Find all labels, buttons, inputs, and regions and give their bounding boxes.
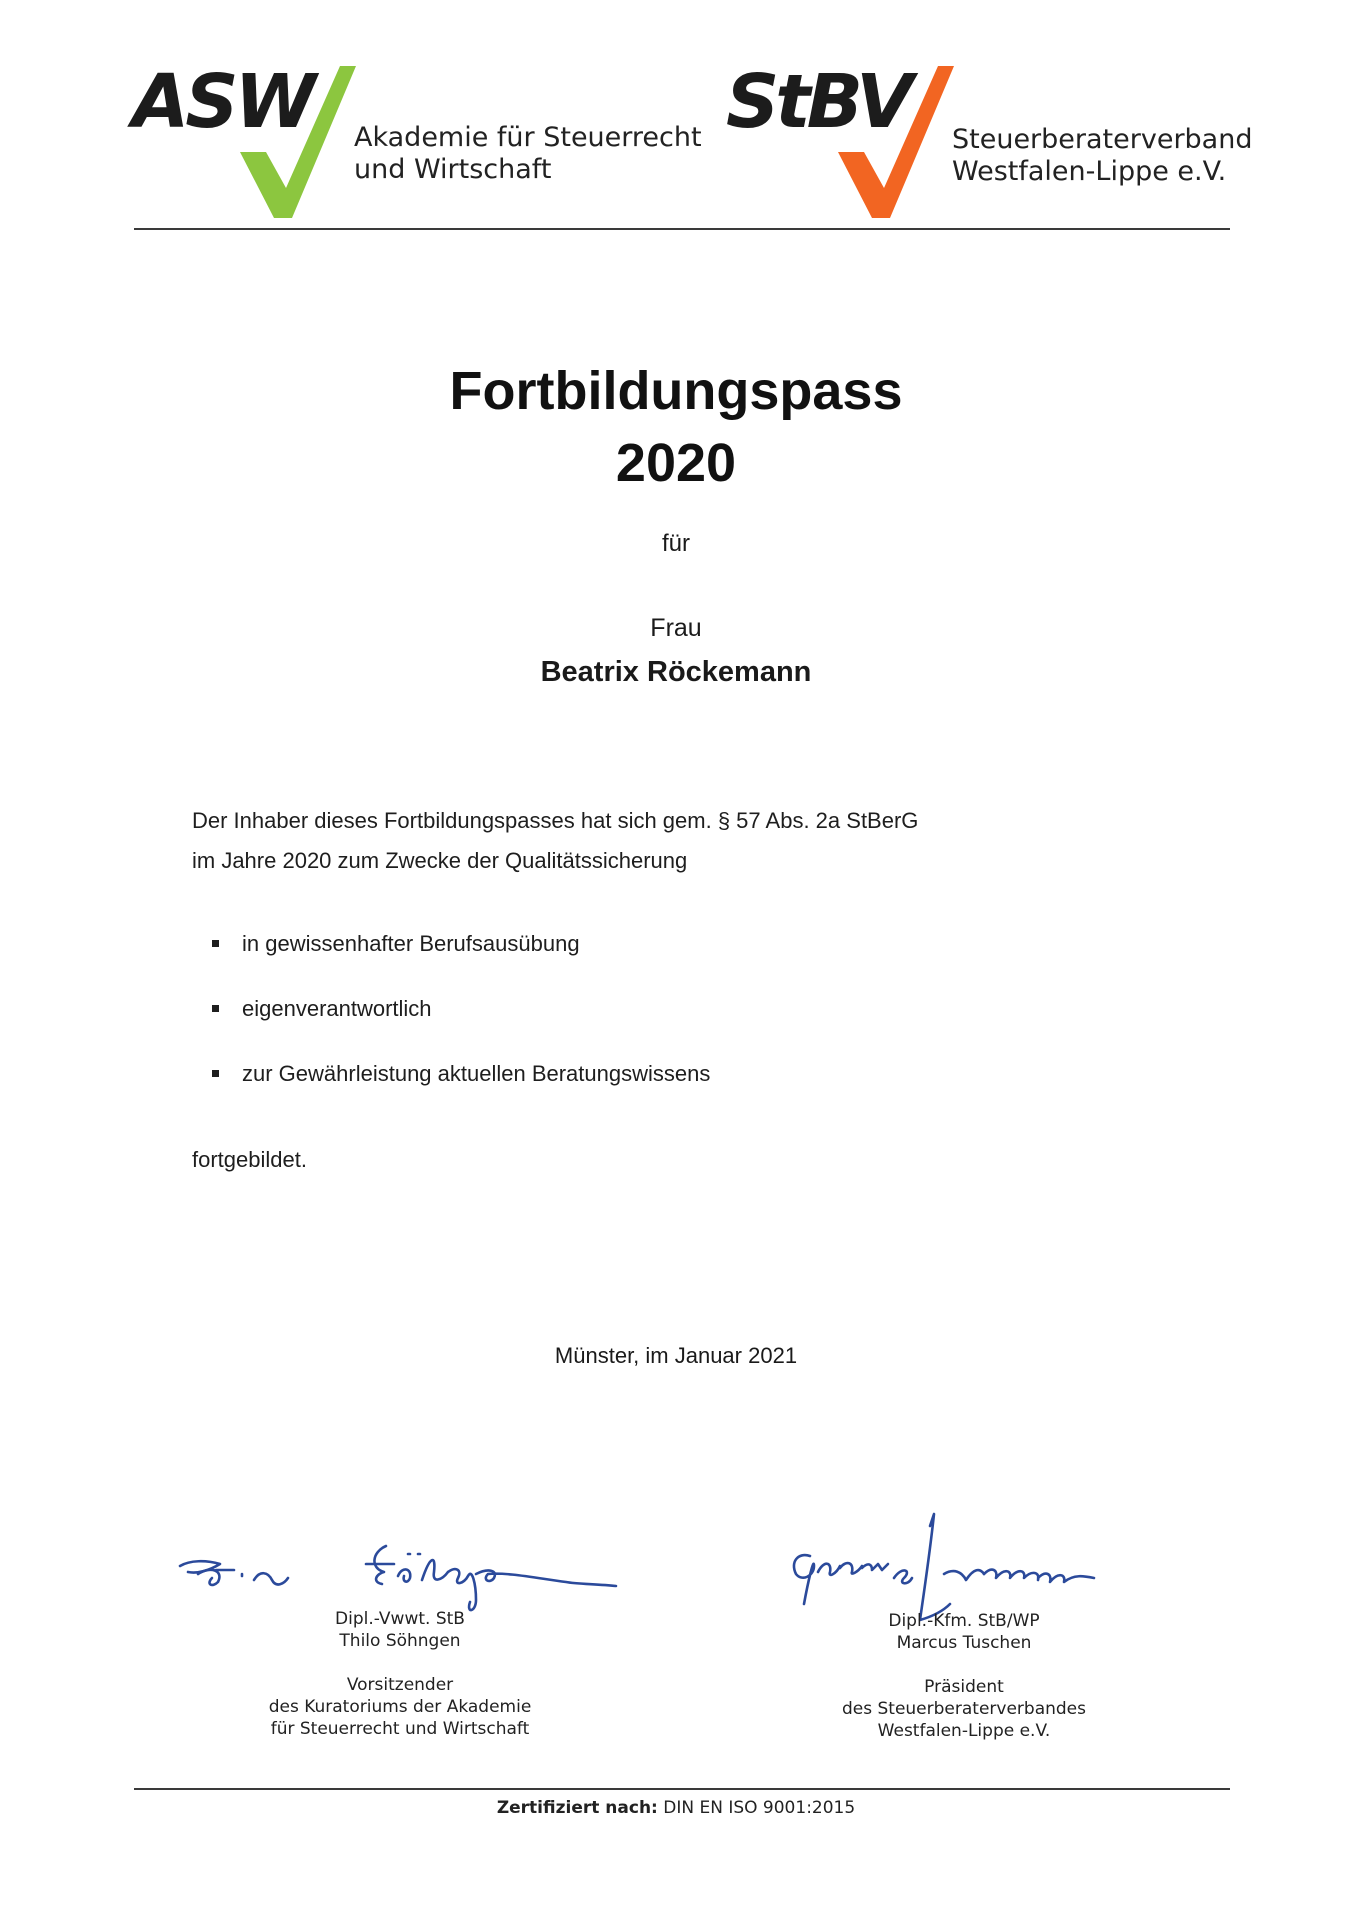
signatory-right: [764, 1610, 1164, 1742]
bullet-marker: [212, 1070, 219, 1077]
signatory-left-role-1: Vorsitzender: [346, 1675, 454, 1695]
bullet-marker: [212, 1005, 219, 1012]
bullet-item-1: in gewissenhafter Berufsausübung: [242, 931, 580, 956]
document-title: Fortbildungspass: [449, 361, 903, 421]
recipient-name: Beatrix Röckemann: [540, 656, 812, 688]
signatory-left-name: Thilo Söhngen: [339, 1631, 461, 1651]
stbv-logo-text: StBV: [726, 59, 910, 145]
signatory-right-name: Marcus Tuschen: [896, 1633, 1032, 1653]
signatory-left: [200, 1608, 600, 1740]
certification-standard: DIN EN ISO 9001:2015: [663, 1798, 856, 1818]
statement-line-1: Der Inhaber dieses Fortbildungspasses hat sich gem. § 57 Abs. 2a StBerG: [192, 808, 919, 833]
stbv-check-icon: [838, 66, 954, 218]
signatory-left-role-3: für Steuerrecht und Wirtschaft: [270, 1719, 530, 1739]
asw-logo-text: ASW: [132, 59, 313, 145]
salutation: Frau: [650, 614, 702, 642]
stbv-org-name-line1: Steuerberaterverband: [952, 124, 1253, 155]
statement-line-2: im Jahre 2020 zum Zwecke der Qualitätssicherung: [192, 848, 688, 873]
place-date: Münster, im Januar 2021: [554, 1343, 798, 1368]
certification-label: Zertifiziert nach:: [496, 1798, 658, 1818]
bullet-item-2: eigenverantwortlich: [242, 996, 432, 1021]
signatory-left-degree: Dipl.-Vwwt. StB: [335, 1609, 465, 1629]
bullet-marker: [212, 940, 219, 947]
asw-check-icon: [240, 66, 356, 218]
certification-note: [0, 1798, 1352, 1818]
document-year: 2020: [615, 433, 737, 493]
signatory-right-role-1: Präsident: [924, 1677, 1004, 1697]
signatory-right-role-2: des Steuerberaterverbandes: [841, 1699, 1087, 1719]
bullet-item-3: zur Gewährleistung aktuellen Beratungswissens: [242, 1061, 711, 1086]
signatory-right-role-3: Westfalen-Lippe e.V.: [877, 1721, 1051, 1741]
footer-divider: [134, 1788, 1230, 1790]
statement-closing: fortgebildet.: [192, 1147, 307, 1172]
asw-org-name-line1: Akademie für Steuerrecht: [354, 122, 702, 153]
signatory-left-role-2: des Kuratoriums der Akademie: [268, 1697, 532, 1717]
signatory-right-degree: Dipl.-Kfm. StB/WP: [888, 1611, 1040, 1631]
asw-org-name-line2: und Wirtschaft: [354, 154, 552, 185]
header-divider: [134, 228, 1230, 230]
stbv-org-name-line2: Westfalen-Lippe e.V.: [952, 156, 1227, 187]
fuer-label: für: [661, 530, 690, 557]
